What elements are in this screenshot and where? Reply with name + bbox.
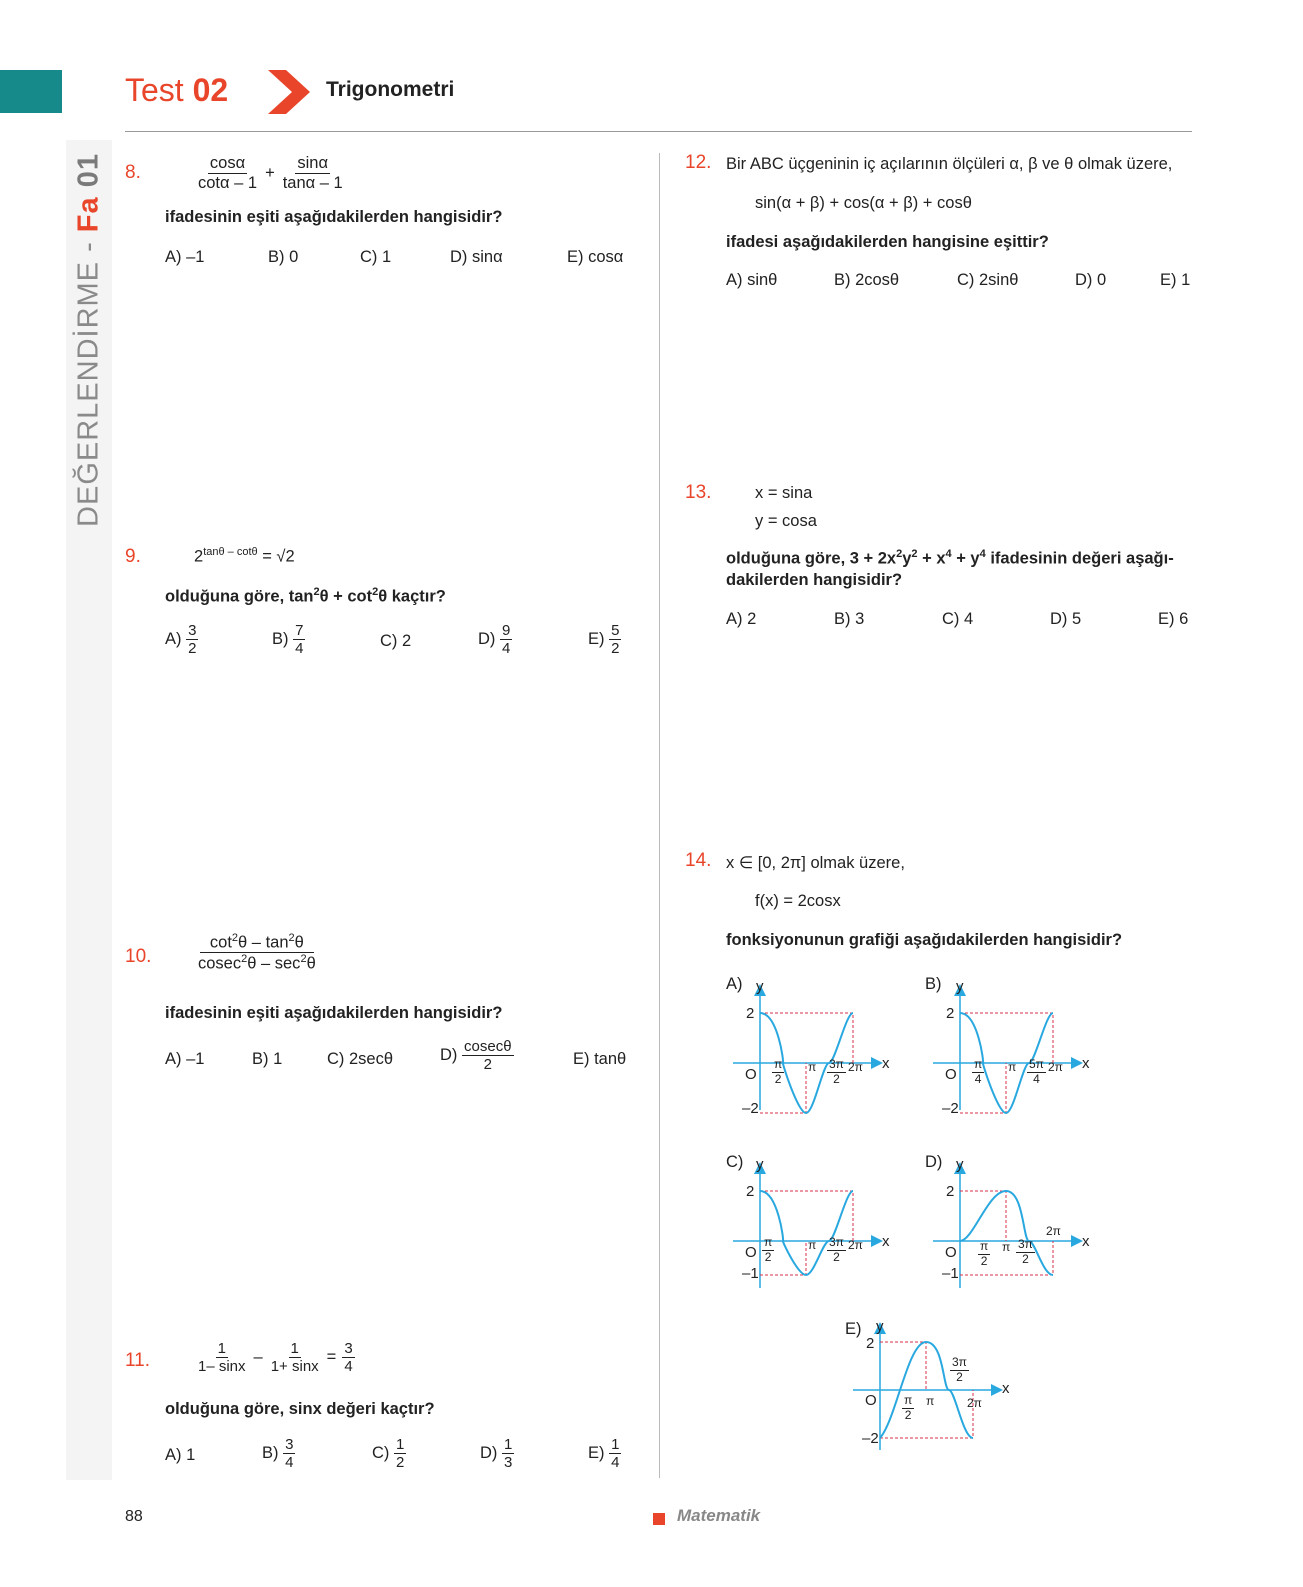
option-c[interactable]: C) $\frac{1}{2}$	[372, 1436, 405, 1472]
option-c[interactable]: C) 4	[942, 610, 974, 628]
option-e[interactable]: E) 1	[1160, 271, 1191, 289]
graph-option-e-label[interactable]: E)	[845, 1320, 862, 1338]
value-label: 2	[746, 1005, 755, 1022]
axis-y-label: y	[956, 1156, 964, 1173]
axis-x-label: x	[1082, 1055, 1090, 1072]
question-text: ifadesi aşağıdakilerden hangisine eşittir?	[726, 233, 1049, 251]
option-e[interactable]: E) tanθ	[573, 1050, 627, 1068]
origin-label: O	[745, 1244, 757, 1261]
tick-label: $\frac{\pi}{2}$	[774, 1057, 783, 1086]
value-label: 2	[946, 1183, 955, 1200]
option-e[interactable]: E) $\frac{5}{2}$	[588, 622, 620, 658]
question-number: 11.	[125, 1350, 151, 1371]
axis-y-label: y	[876, 1318, 884, 1335]
axis-y-label: y	[756, 978, 764, 995]
question-number: 10.	[125, 946, 152, 967]
option-d[interactable]: D) $\frac{cosec\theta}{2}$	[440, 1038, 512, 1074]
q10-expression: $\frac{\cot^2\theta - \tan^2\theta}{cosec^2\theta - \sec^2\theta}$	[198, 932, 316, 973]
question-text: olduğuna göre, $\tan^2\theta + \cot^2\theta$ kaçtır?	[165, 586, 446, 606]
q14-function: f(x) = 2cosx	[755, 892, 841, 910]
option-a[interactable]: A) 1	[165, 1446, 196, 1464]
option-b[interactable]: B) 0	[268, 248, 299, 266]
tick-label: $\frac{\pi}{2}$	[764, 1235, 773, 1264]
option-c[interactable]: C) 2secθ	[327, 1050, 394, 1068]
value-label: –1	[942, 1265, 959, 1282]
origin-label: O	[945, 1244, 957, 1261]
equation-x: x = sina	[755, 484, 813, 502]
tick-label: π	[926, 1394, 935, 1408]
footer-square-icon	[653, 1513, 665, 1525]
fraction: $\frac{\cos\alpha}{\cot\alpha - 1}$	[198, 154, 258, 192]
tick-label: $\frac{3\pi}{2}$	[1018, 1237, 1033, 1266]
tick-label: 2π	[848, 1238, 863, 1252]
question-number: 13.	[685, 482, 712, 503]
option-a[interactable]: A) $\frac{3}{2}$	[165, 622, 197, 658]
axis-x-label: x	[1002, 1380, 1010, 1397]
value-label: 2	[866, 1335, 875, 1352]
option-d[interactable]: D) 0	[1075, 271, 1107, 289]
option-a[interactable]: A) –1	[165, 1050, 205, 1068]
origin-label: O	[745, 1066, 757, 1083]
option-b[interactable]: B) 1	[252, 1050, 283, 1068]
tick-label: $\frac{3\pi}{2}$	[952, 1355, 967, 1384]
option-a[interactable]: A) sinθ	[726, 271, 778, 289]
header-divider	[125, 131, 1192, 132]
value-label: –2	[942, 1100, 959, 1117]
value-label: –2	[862, 1430, 879, 1447]
question-number: 9.	[125, 546, 141, 567]
graph-option-b[interactable]	[928, 975, 1098, 1115]
graph-option-b-label[interactable]: B)	[925, 975, 942, 993]
axis-y-label: y	[756, 1156, 764, 1173]
tick-label: 2π	[1048, 1060, 1063, 1074]
option-e[interactable]: E) $\frac{1}{4}$	[588, 1436, 620, 1472]
tick-label: $\frac{\pi}{4}$	[974, 1057, 983, 1086]
question-number: 12.	[685, 152, 712, 173]
tick-label: $\frac{3\pi}{2}$	[829, 1235, 844, 1264]
option-b[interactable]: B) 3	[834, 610, 865, 628]
option-d[interactable]: D) 5	[1050, 610, 1082, 628]
tick-label: 2π	[967, 1396, 982, 1410]
question-text: ifadesinin eşiti aşağıdakilerden hangisidir?	[165, 1004, 503, 1022]
value-label: –2	[742, 1100, 759, 1117]
column-divider	[659, 153, 660, 1478]
chevron-right-icon	[268, 70, 310, 114]
question-text: ifadesinin eşiti aşağıdakilerden hangisidir?	[165, 208, 503, 226]
page-number: 88	[125, 1508, 143, 1525]
question-text: Bir ABC üçgeninin iç açılarının ölçüleri α, β ve θ olmak üzere,	[726, 155, 1173, 173]
tick-label: $\frac{\pi}{2}$	[980, 1239, 989, 1268]
graph-option-a-label[interactable]: A)	[726, 975, 743, 993]
tick-label: π	[1002, 1240, 1011, 1254]
option-e[interactable]: E) cosα	[567, 248, 624, 266]
tick-label: 2π	[1046, 1224, 1061, 1238]
option-b[interactable]: B) $\frac{7}{4}$	[272, 622, 304, 658]
option-b[interactable]: B) 2cosθ	[834, 271, 900, 289]
tick-label: π	[808, 1060, 817, 1074]
graph-option-d-label[interactable]: D)	[925, 1153, 943, 1171]
tick-label: $\frac{3\pi}{2}$	[829, 1057, 844, 1086]
tick-label: $\frac{5\pi}{4}$	[1029, 1057, 1044, 1086]
tick-label: 2π	[848, 1060, 863, 1074]
option-b[interactable]: B) $\frac{3}{4}$	[262, 1436, 294, 1472]
chapter-tab	[0, 70, 62, 113]
question-text: fonksiyonunun grafiği aşağıdakilerden hangisidir?	[726, 931, 1123, 949]
origin-label: O	[865, 1392, 877, 1409]
graph-option-a[interactable]	[728, 975, 898, 1115]
option-c[interactable]: C) 1	[360, 248, 392, 266]
option-e[interactable]: E) 6	[1158, 610, 1189, 628]
value-label: 2	[746, 1183, 755, 1200]
axis-x-label: x	[1082, 1233, 1090, 1250]
graph-option-c-label[interactable]: C)	[726, 1153, 744, 1171]
footer-subject: Matematik	[677, 1506, 761, 1525]
test-number: Test 02	[125, 72, 229, 108]
option-a[interactable]: A) –1	[165, 248, 205, 266]
axis-y-label: y	[956, 978, 964, 995]
q12-expression: sin(α + β) + cos(α + β) + cosθ	[755, 194, 972, 212]
option-a[interactable]: A) 2	[726, 610, 757, 628]
origin-label: O	[945, 1066, 957, 1083]
option-d[interactable]: D) $\frac{1}{3}$	[480, 1436, 513, 1472]
option-c[interactable]: C) 2	[380, 632, 412, 650]
axis-x-label: x	[882, 1055, 890, 1072]
question-text-cont: dakilerden hangisidir?	[726, 571, 903, 589]
option-d[interactable]: D) sinα	[450, 248, 503, 266]
question-number: 8.	[125, 162, 141, 183]
fraction: $\frac{\sin\alpha}{\tan\alpha - 1}$	[282, 154, 343, 192]
question-number: 14.	[685, 850, 712, 871]
value-label: –1	[742, 1265, 759, 1282]
value-label: 2	[946, 1005, 955, 1022]
question-text: olduğuna göre, sinx değeri kaçtır?	[165, 1400, 435, 1418]
page-title: Trigonometri	[326, 78, 455, 101]
equation-y: y = cosa	[755, 512, 817, 530]
tick-label: π	[808, 1238, 817, 1252]
q8-expression: $\frac{\cos\alpha}{\cot\alpha - 1}$ + $\frac{\sin\alpha}{\tan\alpha - 1}$	[198, 154, 343, 192]
option-c[interactable]: C) 2sinθ	[957, 271, 1019, 289]
option-d[interactable]: D) $\frac{9}{4}$	[478, 622, 511, 658]
question-text: x ∈ [0, 2π] olmak üzere,	[726, 854, 905, 872]
axis-x-label: x	[882, 1233, 890, 1250]
q11-equation: $\frac{1}{1- \sin x}$ – $\frac{1}{1+ \sin x}$ = $\frac{3}{4}$	[198, 1340, 353, 1376]
question-text: olduğuna göre, $3 + 2x^2y^2 + x^4 + y^4$ ifadesinin değeri aşağı-	[726, 548, 1174, 568]
tick-label: $\frac{\pi}{2}$	[904, 1393, 913, 1422]
side-label: DEĞERLENDİRME - Fa 01	[72, 153, 105, 527]
tick-label: π	[1008, 1060, 1017, 1074]
q9-equation: $2^{tan\theta - cot\theta} = √2$	[194, 546, 295, 566]
